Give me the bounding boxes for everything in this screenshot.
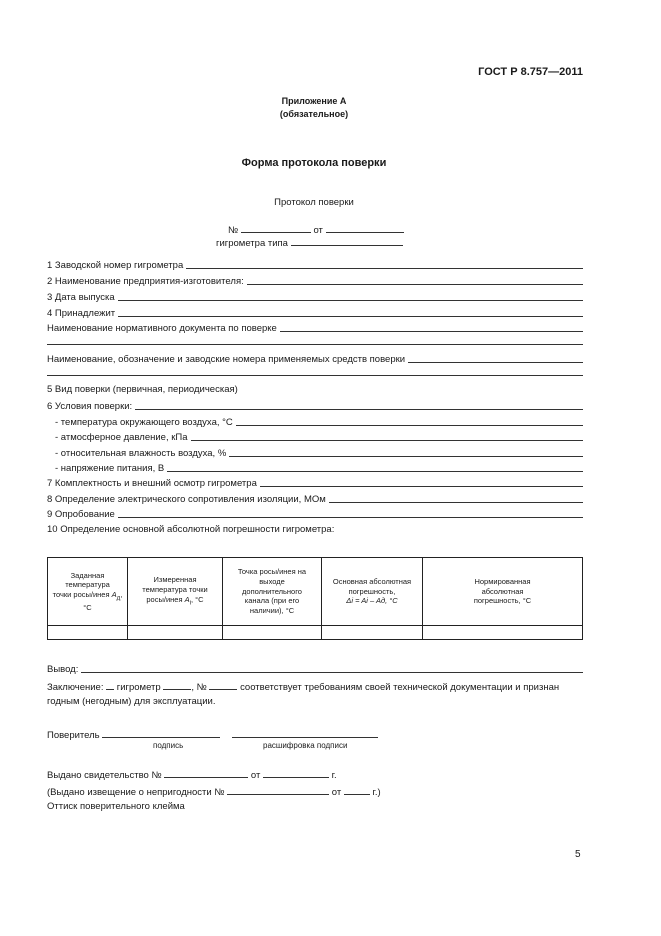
header-additional-channel: Точка росы/инея на выходе дополнительного канала (при его наличии), °С — [223, 558, 322, 626]
decoding-line — [232, 728, 378, 741]
item-normative-document: Наименование нормативного документа по поверке — [47, 321, 583, 334]
verifier-line: Поверитель — [47, 728, 220, 741]
hygrometer-type-line — [216, 236, 403, 249]
protocol-number-line — [228, 223, 404, 236]
notice-date-blank — [344, 785, 370, 795]
number-label: № — [228, 225, 239, 236]
stamp-label: Оттиск поверительного клейма — [47, 801, 185, 812]
condition-pressure: - атмосферное давление, кПа — [55, 430, 583, 443]
table-row — [48, 626, 583, 640]
table-cell — [48, 626, 128, 640]
notice-line: (Выдано извещение о непригодности № от г.) — [47, 787, 381, 798]
table-cell — [423, 626, 583, 640]
item-manufacturer: 2 Наименование предприятия-изготовителя: — [47, 274, 583, 287]
item-insulation: 8 Определение электрического сопротивления изоляции, МОм — [47, 492, 583, 505]
condition-temperature: - температура окружающего воздуха, °С — [55, 415, 583, 428]
condition-voltage: - напряжение питания, В — [55, 461, 583, 474]
table-header-row — [48, 558, 583, 626]
output-line: Вывод: — [47, 662, 583, 675]
item-error-determination: 10 Определение основной абсолютной погрешности гигрометра: — [47, 524, 335, 535]
decoding-caption: расшифровка подписи — [263, 741, 348, 750]
item-verification-type: 5 Вид поверки (первичная, периодическая) — [47, 384, 238, 395]
header-normalized-error: Нормированная абсолютная погрешность, °С — [423, 558, 583, 626]
conclusion-blank-3 — [209, 680, 237, 690]
item-completeness: 7 Комплектность и внешний осмотр гигрометра — [47, 476, 583, 489]
page-number: 5 — [575, 849, 581, 860]
means-extra-line — [47, 375, 583, 376]
standard-code: ГОСТ Р 8.757—2011 — [478, 66, 583, 78]
number-blank — [241, 223, 311, 233]
type-blank — [291, 236, 403, 246]
notice-number-blank — [227, 785, 329, 795]
protocol-title: Протокол поверки — [274, 197, 354, 208]
conclusion-line-2: годным (негодным) для эксплуатации. — [47, 696, 216, 707]
normdoc-extra-line — [47, 344, 583, 345]
item-owner: 4 Принадлежит — [47, 306, 583, 319]
header-set-temperature: Заданная температура точки росы/инея $A_д$, °С — [48, 558, 128, 626]
conclusion-blank-2 — [163, 680, 191, 690]
item-verification-means: Наименование, обозначение и заводские номера применяемых средств поверки — [47, 352, 583, 365]
header-absolute-error: Основная абсолютная погрешность, Δi = Ai – Aд, °С — [322, 558, 423, 626]
conclusion-blank-1 — [106, 680, 114, 690]
signature-blank — [102, 728, 220, 738]
table-cell — [322, 626, 423, 640]
appendix-title: Приложение А — [281, 96, 347, 106]
header-measured-temperature: Измеренная температура точки росы/инея $A_i$, °С — [128, 558, 223, 626]
decoding-blank — [232, 728, 378, 738]
error-table — [47, 557, 583, 640]
item-testing: 9 Опробование — [47, 507, 583, 520]
item-serial-number: 1 Заводской номер гигрометра — [47, 258, 583, 271]
item-conditions: 6 Условия поверки: — [47, 399, 583, 412]
item-release-date: 3 Дата выпуска — [47, 290, 583, 303]
certificate-date-blank — [263, 768, 329, 778]
signature-caption: подпись — [153, 741, 184, 750]
table-cell — [223, 626, 322, 640]
hygrometer-type-label: гигрометра типа — [216, 238, 288, 249]
conclusion-line: Заключение: гигрометр , № соответствует требованиям своей технической документации и признан — [47, 682, 560, 693]
date-blank — [326, 223, 404, 233]
certificate-number-blank — [164, 768, 248, 778]
appendix-status: (обязательное) — [279, 109, 349, 119]
from-label: от — [313, 225, 323, 236]
form-title: Форма протокола поверки — [241, 157, 387, 169]
certificate-line: Выдано свидетельство № от г. — [47, 770, 337, 781]
condition-humidity: - относительная влажность воздуха, % — [55, 446, 583, 459]
table-cell — [128, 626, 223, 640]
